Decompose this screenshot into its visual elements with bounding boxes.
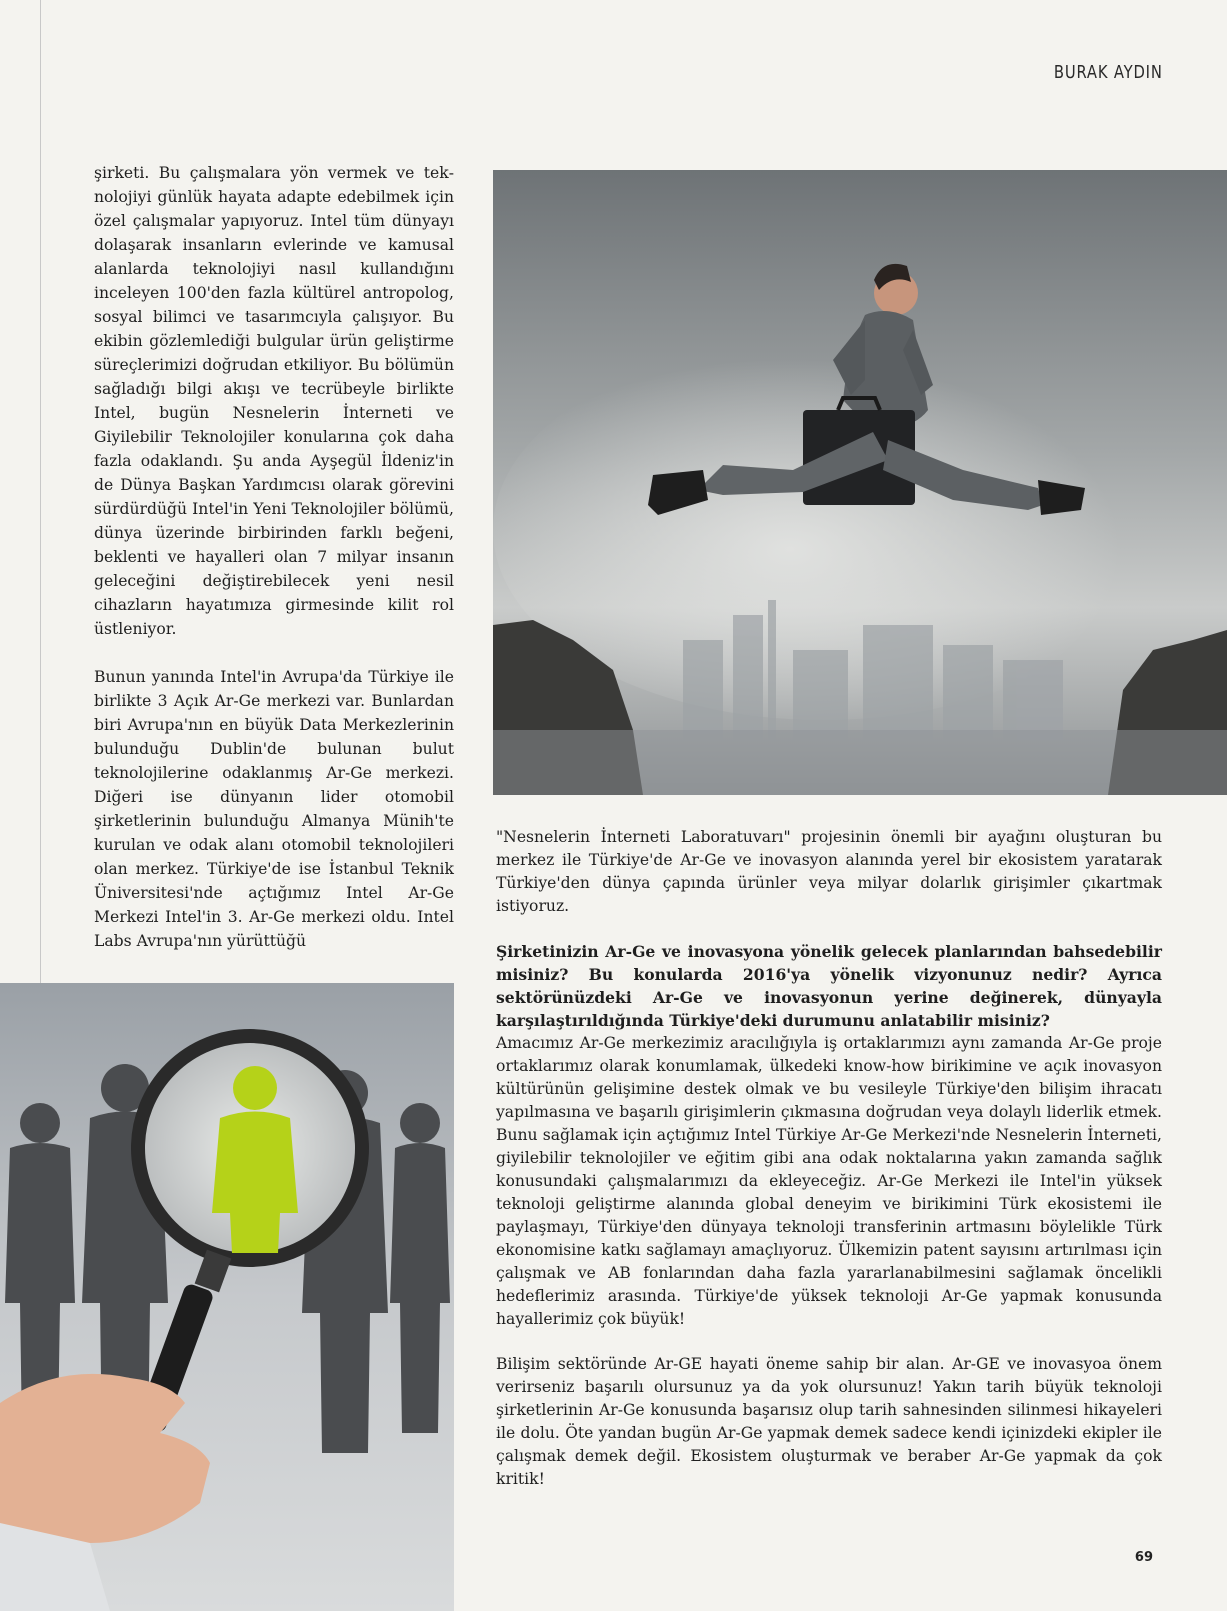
right-paragraph-1: "Nesnelerin İnterneti Laboratuvarı" projesinin önemli bir ayağını oluşturan bu merkez ile Türkiye'de Ar-Ge ve inovasyon alanında yerel bir ekosistem yaratarak Türkiye'den dünya çapında ürünler veya milyar dolarlık girişimler çıkartmak istiyoruz. <box>496 828 1162 915</box>
page-number: 69 <box>1134 1550 1153 1565</box>
interview-question: Şirketinizin Ar-Ge ve inovasyona yönelik gelecek planlarından bahsedebilir misiniz? Bu konularda 2016'ya yönelik vizyonunuz nedir? Ayrıca sektörünüzdeki Ar-Ge ve inovasyonun yerine değinerek, dünyayla karşılaştırıldığında Türkiye'deki durumunu anlatabilir misiniz? <box>496 942 1162 1030</box>
author-name: BURAK AYDIN <box>1054 62 1163 83</box>
left-text-column <box>94 161 454 977</box>
right-text-column <box>496 826 1162 1513</box>
magnifying-glass-photo <box>0 983 454 1611</box>
magnifying-glass-illustration <box>0 983 454 1611</box>
jumping-businessman-illustration <box>493 170 1227 795</box>
left-paragraph-1: şirketi. Bu çalışmalara yön vermek ve teknolojiyi günlük hayata adapte edebilmek için özel çalışmalar yapıyoruz. Intel tüm dünyayı dolaşarak insanların evlerinde ve kamusal alanlarda teknolojiyi nasıl kullandığını inceleyen 100'den fazla kültürel antropolog, sosyal bilimci ve tasarımcıyla çalışıyor. Bu ekibin gözlemlediği bulgular ürün geliştirme süreçlerimizi doğrudan etkiliyor. Bu bölümün sağladığı bilgi akışı ve tecrübeyle birlikte Intel, bugün Nesnelerin İnterneti ve Giyilebilir Teknolojiler konularına çok daha fazla odaklandı. Şu anda Ayşegül İldeniz'in de Dünya Başkan Yardımcısı olarak görevini sürdürdüğü Intel'in Yeni Teknolojiler bölümü, dünya üzerinde birbirinden farklı beğeni, beklenti ve hayalleri olan 7 milyar insanın geleceğini değiştirebilecek yeni nesil cihazların hayatımıza girmesinde kilit rol üstleniyor. <box>94 164 454 638</box>
right-paragraph-last: Bilişim sektöründe Ar-GE hayati öneme sahip bir alan. Ar-GE ve inovasyoa önem verirseniz başarılı olursunuz ya da yok olursunuz! Yakın tarih büyük teknoloji şirketlerinin Ar-Ge konusunda başarısız olup tarih sahnesinden silinmesi hikayeleri ile dolu. Öte yandan bugün Ar-Ge yapmak demek sadece kendi içinizdeki ekipler ile çalışmak demek değil. Ekosistem oluşturmak ve beraber Ar-Ge yapmak da çok kritik! <box>496 1355 1162 1488</box>
left-paragraph-2: Bunun yanında Intel'in Avrupa'da Türkiye ile birlikte 3 Açık Ar-Ge merkezi var. Bunlardan biri Avrupa'nın en büyük Data Merkezlerinin bulunduğu Dublin'de bulunan bulut teknolojilerine odaklanmış Ar-Ge merkezi. Diğeri ise dünyanın lider otomobil şirketlerinin bulunduğu Almanya Münih'te kurulan ve odak alanı otomobil teknolojileri olan merkez. Türkiye'de ise İstanbul Teknik Üniversitesi'nde açtığımız Intel Ar-Ge Merkezi Intel'in 3. Ar-Ge merkezi oldu. Intel Labs Avrupa'nın yürüttüğü <box>94 668 454 950</box>
interview-answer: Amacımız Ar-Ge merkezimiz aracılığıyla iş ortaklarımızı aynı zamanda Ar-Ge proje ortaklarımız olarak konumlamak, ülkedeki know-how birikimine ve açık inovasyon kültürünün gelişimine destek olmak ve bu vesileyle Türkiye'den bilişim ihracatı yapılmasına ve başarılı girişimlerin çıkmasına doğrudan veya dolaylı liderlik etmek. Bunu sağlamak için açtığımız Intel Türkiye Ar-Ge Merkezi'nde Nesnelerin İnterneti, giyilebilir teknolojiler ve eğitim gibi ana odak noktalarına yakın zamanda sağlık konusundaki çalışmalarımızı da ekleyeceğiz. Ar-Ge Merkezi ile Intel'in yüksek teknoloji geliştirme alanında global deneyim ve birikimini Türk ekosistemi ile paylaşmayı, Türkiye'den dünyaya teknoloji transferinin artmasını böylelikle Türk ekonomisine katkı sağlamayı amaçlıyoruz. Ülkemizin patent sayısını artırılması için çalışmak ve AB fonlarından daha fazla yararlanabilmesini sağlamak öncelikli hedeflerimiz arasında. Türkiye'de yüksek teknoloji Ar-Ge yapmak konusunda hayallerimiz çok büyük! <box>496 1034 1162 1328</box>
jumping-businessman-photo <box>493 170 1227 795</box>
